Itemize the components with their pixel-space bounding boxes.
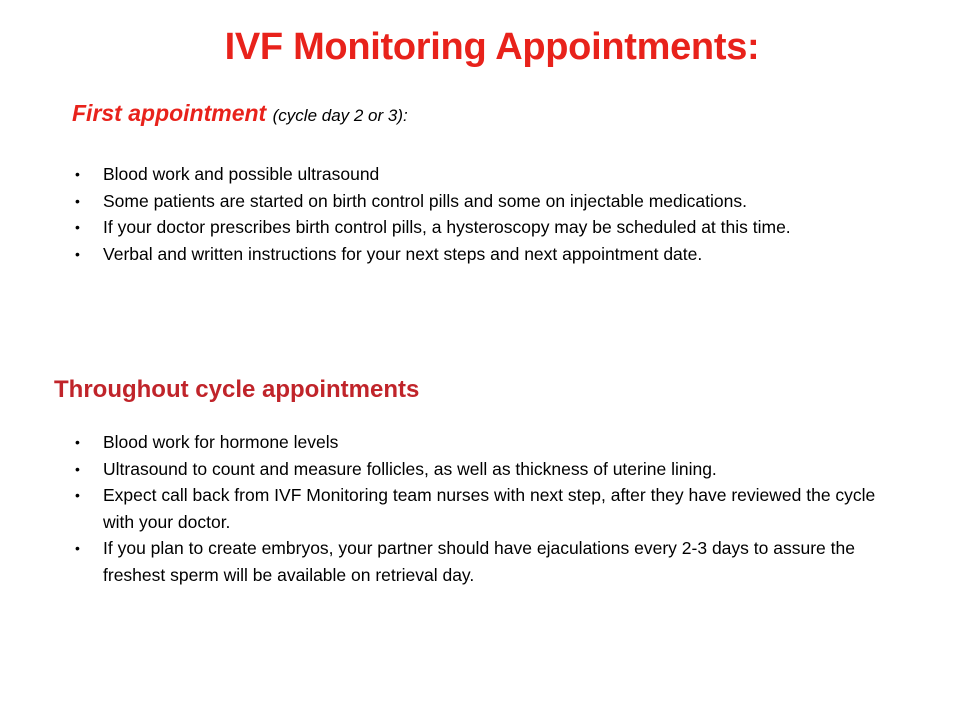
bullet-icon: • <box>75 245 80 262</box>
bullet-icon: • <box>75 166 80 182</box>
bullet-icon: • <box>75 460 80 477</box>
list-item: • Some patients are started on birth control pills and some on injectable medications. <box>75 188 895 215</box>
list-item: • Blood work and possible ultrasound <box>75 161 895 188</box>
first-appointment-heading-main: First appointment <box>72 100 267 126</box>
list-item: • If you plan to create embryos, your partner should have ejaculations every 2-3 days to assure the freshest sperm will be available on retrieval day. <box>75 535 895 588</box>
throughout-cycle-list <box>75 429 895 588</box>
list-item: • If your doctor prescribes birth control pills, a hysteroscopy may be scheduled at this time. <box>75 214 895 241</box>
first-appointment-heading-sub: (cycle day 2 or 3): <box>272 106 408 125</box>
bullet-icon: • <box>75 540 80 556</box>
bullet-icon: • <box>75 487 80 503</box>
bullet-icon: • <box>75 434 80 450</box>
list-item: • Expect call back from IVF Monitoring team nurses with next step, after they have reviewed the cycle with your doctor. <box>75 482 895 535</box>
bullet-icon: • <box>75 192 80 209</box>
list-item: • Verbal and written instructions for your next steps and next appointment date. <box>75 241 895 268</box>
slide-title: IVF Monitoring Appointments: <box>224 26 760 68</box>
throughout-cycle-heading: Throughout cycle appointments <box>54 376 420 403</box>
bullet-icon: • <box>75 219 80 235</box>
first-appointment-heading <box>72 100 408 127</box>
first-appointment-list <box>75 161 895 267</box>
list-item: • Ultrasound to count and measure follicles, as well as thickness of uterine lining. <box>75 456 895 483</box>
list-item: • Blood work for hormone levels <box>75 429 895 456</box>
